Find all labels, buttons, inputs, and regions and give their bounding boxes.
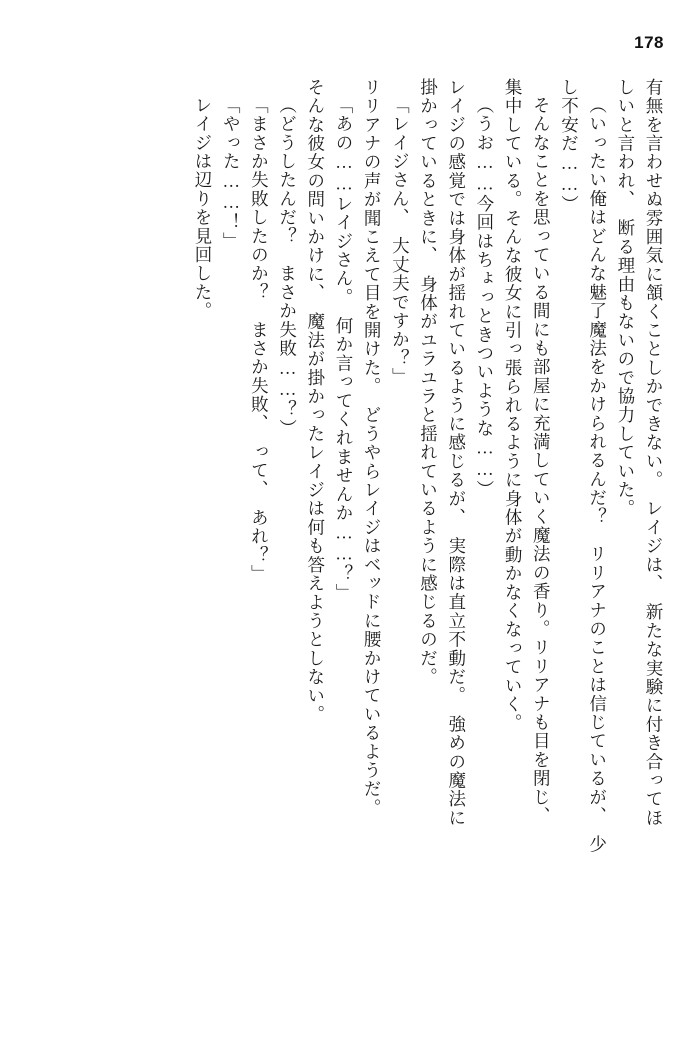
text-line: そんなことを思っている間にも部屋に充満していく魔法の香り。リリアナも目を閉じ、 xyxy=(531,96,552,826)
text-line: 「レイジさん、 大丈夫ですか？」 xyxy=(390,96,411,387)
text-line: そんな彼女の問いかけに、 魔法が掛かったレイジは何も答えようとしない。 xyxy=(305,78,326,724)
text-line: （どうしたんだ？ まさか失敗……？） xyxy=(277,96,298,438)
text-line: 「あの……レイジさん。 何か言ってくれませんか……？」 xyxy=(333,96,354,603)
text-line: レイジは辺りを見回した。 xyxy=(193,96,213,321)
text-line: 「やった……！」 xyxy=(221,96,242,251)
text-line: （いったい俺はどんな魅了魔法をかけられるんだ？ リリアナのことは信じているが、 少 xyxy=(587,96,608,854)
text-line: 集中している。そんな彼女に引っ張られるように身体が動かなくなっていく。 xyxy=(503,78,524,733)
text-line: しいと言われ、 断る理由もないので協力していた。 xyxy=(615,78,636,519)
text-line: 有無を言わせぬ雰囲気に頷くことしかできない。 レイジは、 新たな実験に付き合ってほ xyxy=(644,78,664,828)
text-line: リリアナの声が聞こえて目を開けた。 どうやらレイジはベッドに腰かけているようだ。 xyxy=(362,78,383,818)
text-line: レイジの感覚では身体が揺れているように感じるが、 実際は直立不動だ。 強めの魔法に xyxy=(446,78,467,828)
text-line: （うお……今回はちょっときついような……） xyxy=(474,96,495,499)
text-line: し不安だ……） xyxy=(559,78,580,214)
text-line: 掛かっているときに、 身体がユラユラと揺れているように感じるのだ。 xyxy=(418,78,439,687)
vertical-text-body xyxy=(40,78,662,1006)
page-number: 178 xyxy=(634,33,664,52)
text-line: 「まさか失敗したのか？ まさか失敗、 って、 あれ？」 xyxy=(249,96,270,584)
